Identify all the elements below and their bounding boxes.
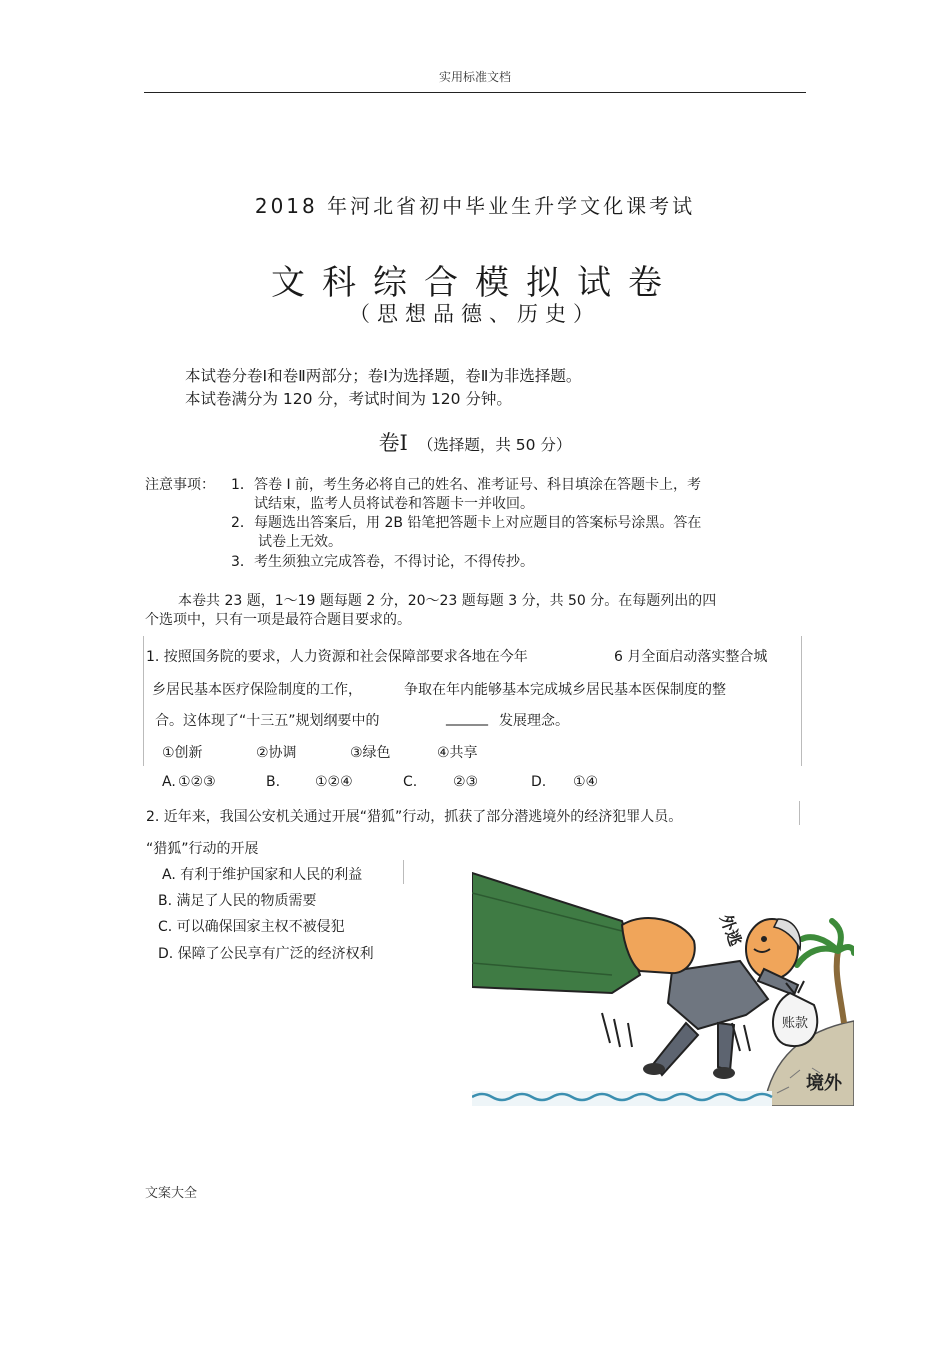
page-header: 实用标准文档 xyxy=(438,70,511,84)
section-title-main: 卷Ⅰ xyxy=(378,431,408,455)
note-3-line-1: 考生须独立完成答卷，不得讨论，不得传抄。 xyxy=(254,554,534,570)
q1-option-b-text: ①②④ xyxy=(315,774,353,790)
subtitle: （思想品德、历史） xyxy=(349,302,601,326)
exam-title-line: 2018 年河北省初中毕业生升学文化课考试 xyxy=(254,194,696,218)
page-footer: 文案大全 xyxy=(145,1186,198,1201)
q1-option-b-letter: B. xyxy=(266,774,281,790)
section-title xyxy=(0,427,950,457)
q2-option-a: A. 有利于维护国家和人民的利益 xyxy=(162,867,363,883)
q2-option-b: B. 满足了人民的物质需要 xyxy=(158,893,317,909)
q1-line-3a: 合。这体现了“十三五”规划纲要中的 xyxy=(155,713,380,729)
q2-stem: 2. 近年来，我国公安机关通过开展“猎狐”行动，抓获了部分潜逃境外的经济犯罪人员。 xyxy=(146,809,683,825)
header-rule xyxy=(144,92,806,93)
q1-option-d-letter: D. xyxy=(531,774,547,790)
note-1-line-1: 答卷 Ⅰ 前，考生务必将自己的姓名、准考证号、科目填涂在答题卡上，考 xyxy=(254,477,702,493)
instructions-line-2: 个选项中，只有一项是最符合题目要求的。 xyxy=(145,612,411,628)
section-title-detail: （选择题，共 50 分） xyxy=(417,436,572,454)
q1-left-border xyxy=(143,636,144,766)
note-2-num: 2． xyxy=(231,515,254,531)
q1-line-2a: 乡居民基本医疗保险制度的工作， xyxy=(152,682,362,698)
cartoon-illustration xyxy=(472,853,854,1106)
q1-option-a-letter: A. xyxy=(162,774,176,790)
main-title: 文科综合模拟试卷 xyxy=(271,263,679,303)
instructions-line-1: 本卷共 23 题，1～19 题每题 2 分，20～23 题每题 3 分，共 50 分。在每题列出的四 xyxy=(178,593,717,609)
notes-label: 注意事项： xyxy=(145,477,215,493)
note-3-num: 3． xyxy=(231,554,254,570)
q2-option-border xyxy=(403,860,404,884)
q1-option-c-letter: C. xyxy=(403,774,418,790)
intro-line-1: 本试卷分卷Ⅰ和卷Ⅱ两部分；卷Ⅰ为选择题，卷Ⅱ为非选择题。 xyxy=(185,367,582,385)
q2-right-border xyxy=(799,801,800,825)
intro-line-2: 本试卷满分为 120 分，考试时间为 120 分钟。 xyxy=(185,390,512,408)
q1-right-border xyxy=(801,636,802,766)
q1-option-a-text: ①②③ xyxy=(178,774,216,790)
note-1-num: 1． xyxy=(231,477,254,493)
q1-item-4: ④共享 xyxy=(437,745,478,761)
q1-item-3: ③绿色 xyxy=(350,745,391,761)
cartoon-label-abroad: 境外 xyxy=(806,1073,842,1094)
q1-line-3b: 发展理念。 xyxy=(499,713,569,729)
note-2-line-1: 每题选出答案后，用 2B 铅笔把答题卡上对应题目的答案标号涂黑。答在 xyxy=(254,515,702,531)
q1-blank: ______ xyxy=(446,710,488,726)
q2-stem-2: “猎狐”行动的开展 xyxy=(146,841,259,857)
note-2-line-2: 试卷上无效。 xyxy=(258,534,342,550)
q1-option-d-text: ①④ xyxy=(573,774,599,790)
cartoon-label-money: 账款 xyxy=(782,1016,809,1031)
q1-line-1a: 1. 按照国务院的要求，人力资源和社会保障部要求各地在今年 xyxy=(146,649,528,665)
q1-line-2b: 争取在年内能够基本完成城乡居民基本医保制度的整 xyxy=(404,682,726,698)
q1-option-c-text: ②③ xyxy=(453,774,479,790)
q1-line-1b: 6 月全面启动落实整合城 xyxy=(614,649,768,665)
cartoon-label-flee: 外逃 xyxy=(716,911,746,949)
q2-option-d: D. 保障了公民享有广泛的经济权利 xyxy=(158,946,374,962)
q2-option-c: C. 可以确保国家主权不被侵犯 xyxy=(158,919,345,935)
q1-item-1: ①创新 xyxy=(162,745,203,761)
note-1-line-2: 试结束，监考人员将试卷和答题卡一并收回。 xyxy=(254,496,534,512)
q1-item-2: ②协调 xyxy=(256,745,297,761)
